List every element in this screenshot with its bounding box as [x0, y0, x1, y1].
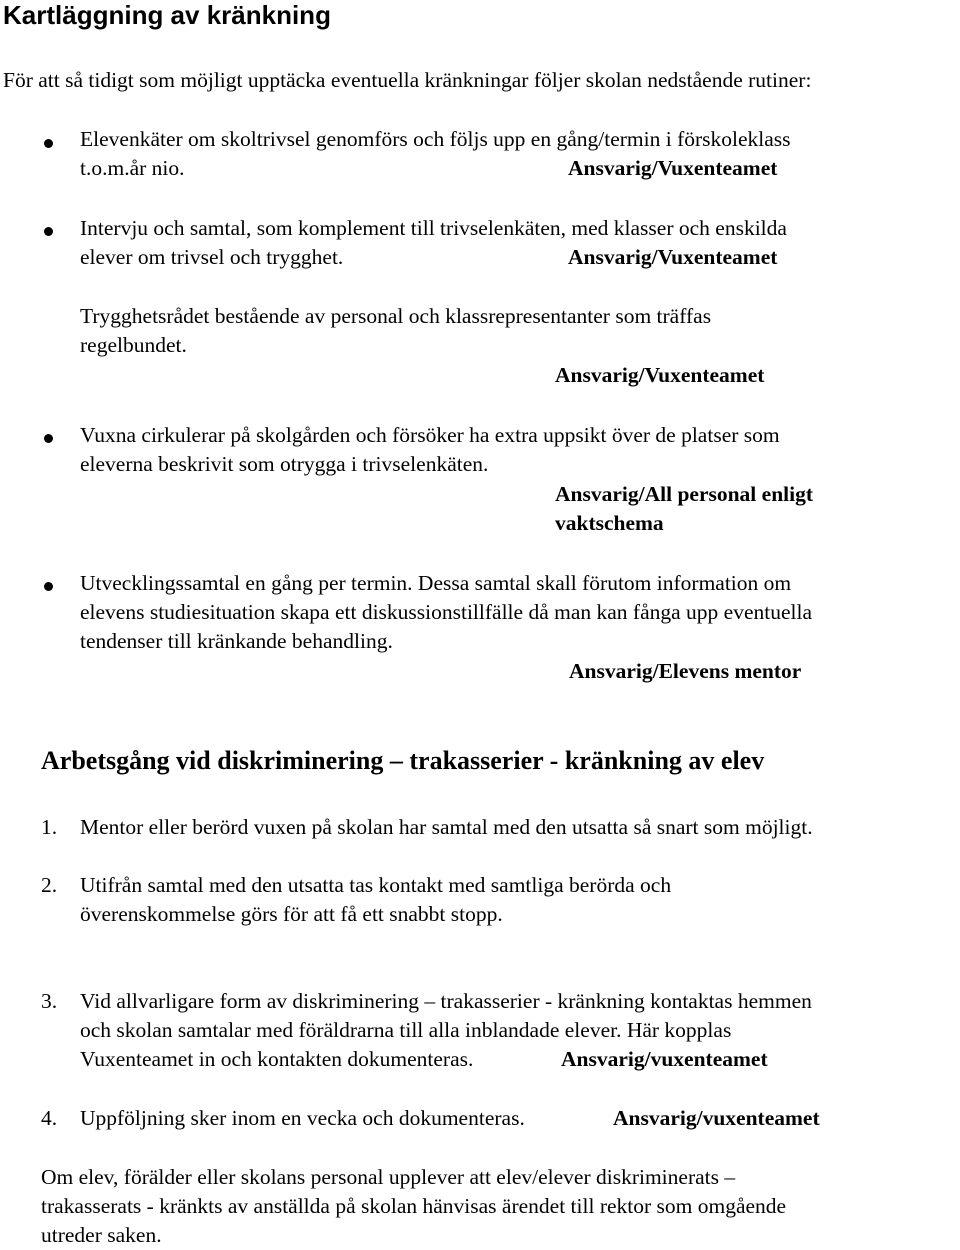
- step-2-number: 2.: [41, 873, 58, 897]
- step-1-number: 1.: [41, 815, 58, 839]
- bullet-4-line-2: eleverna beskrivit som otrygga i trivselenkäten.: [80, 452, 489, 476]
- bullet-2-line-1: Intervju och samtal, som komplement till trivselenkäten, med klasser och enskilda: [80, 216, 787, 240]
- bullet-icon: [44, 434, 53, 443]
- step-4-number: 4.: [41, 1106, 58, 1130]
- bullet-3-line-2: regelbundet.: [80, 333, 187, 357]
- step-4-responsible: Ansvarig/vuxenteamet: [613, 1106, 820, 1130]
- bullet-5-line-3: tendenser till kränkande behandling.: [80, 629, 393, 653]
- step-3-line-2: och skolan samtalar med föräldrarna till alla inblandade elever. Här kopplas: [80, 1018, 732, 1042]
- bullet-1-line-2: t.o.m.år nio.: [80, 156, 185, 180]
- step-4-line-1: Uppföljning sker inom en vecka och dokumenteras.: [80, 1106, 525, 1130]
- step-3-line-3: Vuxenteamet in och kontakten dokumenteras.: [80, 1047, 474, 1071]
- bullet-icon: [44, 227, 53, 236]
- step-2-line-2: överenskommelse görs för att få ett snabbt stopp.: [80, 902, 503, 926]
- step-3-line-1: Vid allvarligare form av diskriminering – trakasserier - kränkning kontaktas hemmen: [80, 989, 812, 1013]
- bullet-1-responsible: Ansvarig/Vuxenteamet: [568, 156, 778, 180]
- bullet-4-responsible-2: vaktschema: [555, 511, 664, 535]
- bullet-4-line-1: Vuxna cirkulerar på skolgården och försöker ha extra uppsikt över de platser som: [80, 423, 780, 447]
- bullet-3-line-1: Trygghetsrådet bestående av personal och klassrepresentanter som träffas: [80, 304, 712, 328]
- bullet-4-responsible-1: Ansvarig/All personal enligt: [555, 482, 814, 506]
- bullet-1-line-1: Elevenkäter om skoltrivsel genomförs och följs upp en gång/termin i förskoleklass: [80, 127, 791, 151]
- step-2-line-1: Utifrån samtal med den utsatta tas kontakt med samtliga berörda och: [80, 873, 672, 897]
- section-2-title: Arbetsgång vid diskriminering – trakasserier - kränkning av elev: [41, 746, 765, 775]
- bullet-icon: [44, 139, 53, 148]
- bullet-2-line-2: elever om trivsel och trygghet.: [80, 245, 344, 269]
- step-3-responsible: Ansvarig/vuxenteamet: [561, 1047, 768, 1071]
- bullet-5-responsible: Ansvarig/Elevens mentor: [569, 659, 802, 683]
- step-3-number: 3.: [41, 989, 58, 1013]
- page-title: Kartläggning av kränkning: [3, 0, 331, 30]
- intro-text: För att så tidigt som möjligt upptäcka eventuella kränkningar följer skolan nedstående rutiner:: [3, 68, 812, 92]
- bullet-3-responsible: Ansvarig/Vuxenteamet: [555, 363, 765, 387]
- closing-line-1: Om elev, förälder eller skolans personal upplever att elev/elever diskriminerats –: [41, 1165, 736, 1189]
- bullet-icon: [44, 582, 53, 591]
- closing-line-3: utreder saken.: [41, 1223, 162, 1247]
- bullet-5-line-1: Utvecklingssamtal en gång per termin. Dessa samtal skall förutom information om: [80, 571, 792, 595]
- step-1-line-1: Mentor eller berörd vuxen på skolan har samtal med den utsatta så snart som möjligt.: [80, 815, 813, 839]
- closing-line-2: trakasserats - kränkts av anställda på skolan hänvisas ärendet till rektor som omgående: [41, 1194, 787, 1218]
- bullet-2-responsible: Ansvarig/Vuxenteamet: [568, 245, 778, 269]
- bullet-5-line-2: elevens studiesituation skapa ett diskussionstillfälle då man kan fånga upp eventuella: [80, 600, 813, 624]
